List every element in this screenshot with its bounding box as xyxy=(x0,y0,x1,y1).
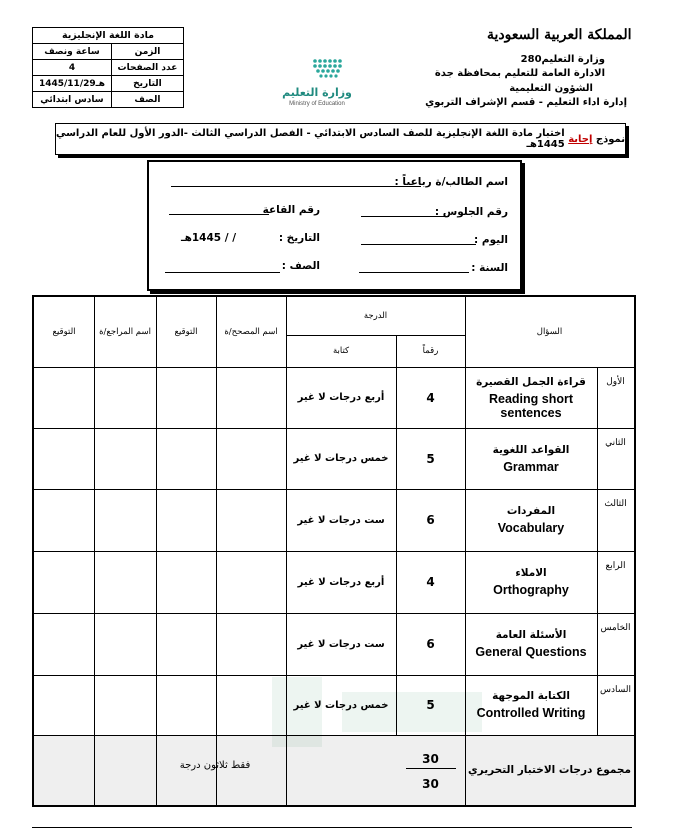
question-english: Vocabulary xyxy=(497,521,565,535)
question-english: Orthography xyxy=(493,583,569,597)
grade-words: ست درجات لا غير xyxy=(297,638,385,650)
question-ordinal: الخامس xyxy=(600,623,631,633)
grade-value: سادس ابتدائي xyxy=(33,92,112,108)
question-ordinal: السادس xyxy=(600,685,632,695)
kingdom-title: المملكة العربية السعودية xyxy=(487,27,632,43)
grade-words: ست درجات لا غير xyxy=(297,514,385,526)
pages-label: عدد الصفحات xyxy=(111,60,183,76)
logo-english-text: Ministry of Education xyxy=(289,101,345,107)
pages-value: 4 xyxy=(33,60,112,76)
page-bottom-line xyxy=(32,827,632,828)
date-field-value: / / 1445هـ xyxy=(181,232,237,244)
header-reviewer: اسم المراجع/ة xyxy=(99,327,151,337)
question-title xyxy=(465,613,597,675)
year-line[interactable] xyxy=(359,272,469,273)
total-label: مجموع درجات الاختبار التحريري xyxy=(468,764,631,776)
total-words: فقط ثلاثون درجة xyxy=(179,759,251,771)
grade-digits: 4 xyxy=(426,575,435,589)
question-arabic: قراءة الجمل القصيرة xyxy=(476,375,586,388)
question-arabic: القواعد اللغوية xyxy=(492,443,570,456)
header-words: كتابة xyxy=(332,346,350,356)
logo-arabic-text: وزارة التعليم xyxy=(282,86,352,99)
question-title xyxy=(465,675,597,735)
grade-words: خمس درجات لا غير xyxy=(293,699,389,711)
year-label: السنة : xyxy=(471,262,508,274)
exam-info-table xyxy=(32,27,184,108)
seat-number-label: رقم الجلوس : xyxy=(434,206,508,218)
class-label: الصف : xyxy=(281,260,320,272)
question-ordinal: الرابع xyxy=(605,561,626,571)
date-label: التاريخ xyxy=(111,76,183,92)
banner-answer: إجابة xyxy=(568,133,593,145)
grade-digits: 5 xyxy=(426,698,435,712)
question-title xyxy=(465,551,597,613)
question-english: Reading short sentences xyxy=(488,391,574,420)
grade-words: أربع درجات لا غير xyxy=(297,576,385,588)
ministry-line-2: الادارة العامة للتعليم بمحافظة جدة xyxy=(434,68,605,79)
question-title xyxy=(465,367,597,428)
grade-words: خمس درجات لا غير xyxy=(293,453,389,464)
total-score: 30 xyxy=(406,752,456,769)
question-arabic: الأسئلة العامة xyxy=(495,629,567,641)
ministry-line-4: إدارة اداء التعليم - قسم الإشراف التربوي xyxy=(425,97,627,108)
grade-words: أربع درجات لا غير xyxy=(297,392,385,403)
ministry-line-1: وزارة التعليم280 xyxy=(520,54,605,65)
time-value: ساعة ونصف xyxy=(33,44,112,60)
day-line[interactable] xyxy=(361,244,476,245)
subject-cell: مادة اللغة الإنجليزية xyxy=(33,28,184,44)
header-grade: الدرجة xyxy=(363,311,388,321)
room-number-label: رقم القاعة xyxy=(262,204,320,216)
question-ordinal: الأول xyxy=(606,377,625,387)
total-score-cell xyxy=(396,741,465,801)
banner-rest: اختبار مادة اللغة الإنجليزية للصف السادس الابتدائي - الفصل الدراسي الثالث -الدور الأول للعام الدراسي 1445هـ xyxy=(55,128,565,150)
question-arabic: الكتابة الموجهة xyxy=(492,690,570,702)
grade-digits: 5 xyxy=(426,451,435,466)
question-title xyxy=(465,428,597,489)
question-ordinal: الثالث xyxy=(604,499,627,509)
header-signature-1: التوقيع xyxy=(174,327,198,337)
class-line[interactable] xyxy=(165,272,280,273)
question-english: Controlled Writing xyxy=(476,706,586,720)
question-english: General Questions xyxy=(475,645,587,659)
question-title xyxy=(465,489,597,551)
room-number-line[interactable] xyxy=(169,214,269,215)
header-corrector: اسم المصحح/ة xyxy=(224,327,278,337)
total-max: 30 xyxy=(422,776,439,791)
question-arabic: الاملاء xyxy=(515,567,547,579)
ministry-line-3: الشؤون التعليمية xyxy=(509,83,593,94)
time-label: الزمن xyxy=(111,44,183,60)
student-name-line[interactable] xyxy=(171,186,421,187)
grade-digits: 6 xyxy=(426,513,435,527)
date-value: 1445/11/29هـ xyxy=(33,76,112,92)
student-name-label: اسم الطالب/ة رباعياً : xyxy=(394,176,508,188)
date-field-label: التاريخ : xyxy=(278,232,320,244)
banner-prefix: نموذج xyxy=(595,133,625,145)
header-signature-2: التوقيع xyxy=(52,327,76,337)
grade-digits: 4 xyxy=(426,390,435,405)
header-question: السؤال xyxy=(536,327,563,337)
question-ordinal: الثاني xyxy=(605,438,626,448)
grades-table xyxy=(32,295,636,807)
question-arabic: المفردات xyxy=(506,505,556,517)
grade-digits: 6 xyxy=(426,637,435,651)
exam-title-banner xyxy=(55,123,626,155)
header-digits: رقماً xyxy=(422,346,439,356)
day-label: اليوم : xyxy=(474,234,508,246)
grade-label: الصف xyxy=(111,92,183,108)
student-info-box xyxy=(147,160,522,291)
seat-number-line[interactable] xyxy=(361,216,449,217)
question-english: Grammar xyxy=(503,459,559,474)
